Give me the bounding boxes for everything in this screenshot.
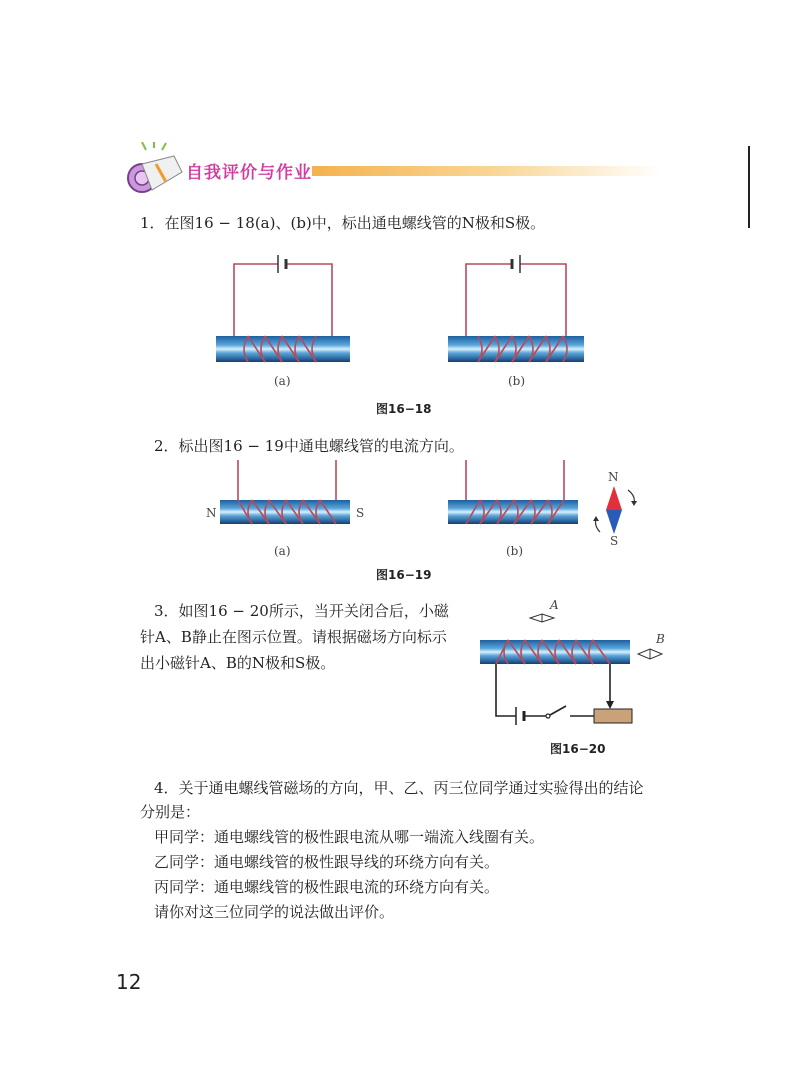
question-3-line-1: 3．如图16 − 20所示，当开关闭合后，小磁 [154,602,449,620]
figure-16-18b-label: (b) [508,374,526,388]
figure-16-19a [218,460,353,540]
figure-16-20 [478,606,683,736]
needle-b-label: B [656,632,665,646]
needle-n-label: N [608,470,619,484]
section-title: 自我评价与作业 [186,163,312,183]
section-title-bar [312,166,662,176]
margin-mark [748,146,750,228]
question-2-text: 2．标出图16 − 19中通电螺线管的电流方向。 [154,437,464,455]
question-4-line-4: 乙同学：通电螺线管的极性跟导线的环绕方向有关。 [154,853,500,871]
pole-n-label: N [206,506,217,520]
figure-16-19b-label: (b) [506,544,524,558]
figure-16-18b [440,252,590,372]
scroll-icon [122,142,192,198]
question-3-line-3: 出小磁针A、B的N极和S极。 [140,654,336,672]
question-4-line-5: 丙同学：通电螺线管的极性跟电流的环绕方向有关。 [154,878,500,896]
figure-16-19-caption: 图16−19 [376,568,432,582]
figure-16-18a-label: (a) [274,374,291,388]
needle-s-label: S [610,534,619,548]
compass-needle-icon [592,482,642,542]
figure-16-19b [446,460,581,540]
question-4-line-3: 甲同学：通电螺线管的极性跟电流从哪一端流入线圈有关。 [154,828,545,846]
question-4-line-2: 分别是： [140,803,201,821]
question-4-line-1: 4．关于通电螺线管磁场的方向，甲、乙、丙三位同学通过实验得出的结论 [154,779,644,797]
needle-a-label: A [550,598,559,612]
pole-s-label: S [356,506,365,520]
figure-16-18a [210,252,355,372]
page-number: 12 [116,970,142,994]
question-3-line-2: 针A、B静止在图示位置。请根据磁场方向标示 [140,628,447,646]
question-1-text: 1．在图16 − 18(a)、(b)中，标出通电螺线管的N极和S极。 [140,214,546,232]
question-4-line-6: 请你对这三位同学的说法做出评价。 [154,903,395,921]
figure-16-19a-label: (a) [274,544,291,558]
figure-16-20-caption: 图16−20 [550,742,606,756]
figure-16-18-caption: 图16−18 [376,402,432,416]
